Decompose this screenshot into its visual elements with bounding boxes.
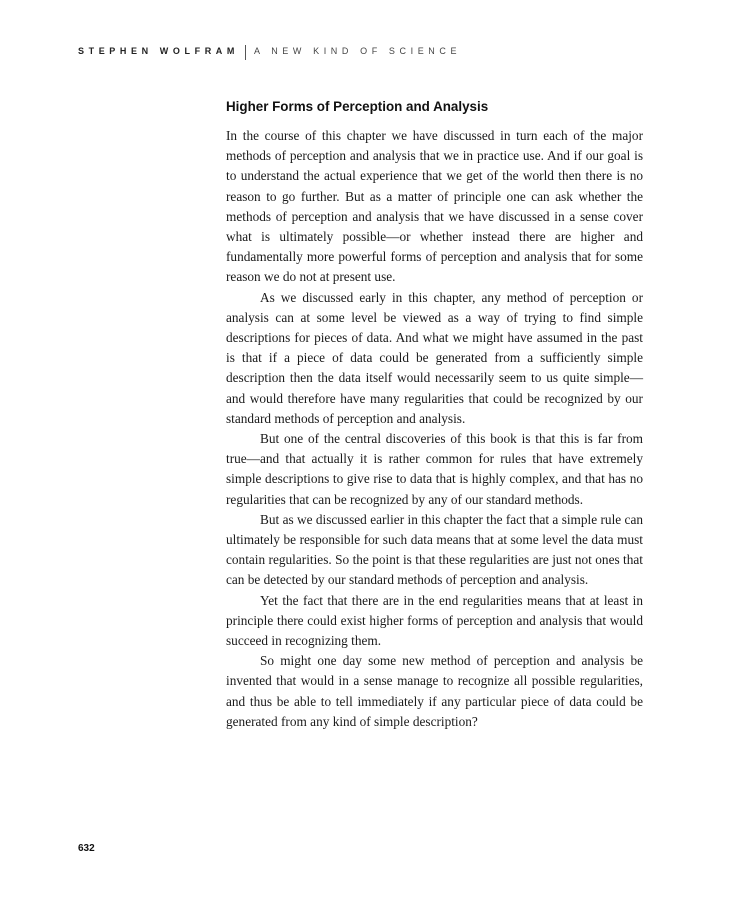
paragraph-3: But one of the central discoveries of this book is that this is far from true—and that actually it is rather common for rules that have extremely simple descriptions to give rise to data that is highly complex, and that has no regularities that can be recognized by any of our standard methods.	[226, 431, 643, 507]
running-head-author: STEPHEN WOLFRAM	[78, 45, 239, 56]
paragraph-6: So might one day some new method of perception and analysis be invented that would in a sense manage to recognize all possible regularities, and thus be able to tell immediately if any particular piece of data could be generated from any kind of simple description?	[226, 653, 643, 729]
running-head-divider	[245, 45, 246, 60]
page-content	[226, 97, 643, 732]
running-head	[78, 43, 461, 58]
paragraph-5: Yet the fact that there are in the end regularities means that at least in principle there could exist higher forms of perception and analysis that would succeed in recognizing them.	[226, 592, 643, 649]
page-number: 632	[78, 843, 95, 854]
paragraph-2: As we discussed early in this chapter, any method of perception or analysis can at some level be viewed as a way of trying to find simple descriptions for pieces of data. And what we might have assumed in the past is that if a piece of data could be generated from a sufficiently simple description then the data itself would necessarily seem to us quite simple—and would therefore have many regularities that could be recognized by our standard methods of perception and analysis.	[226, 289, 643, 426]
section-title: Higher Forms of Perception and Analysis	[226, 99, 489, 114]
running-head-book-title: A NEW KIND OF SCIENCE	[254, 45, 462, 56]
paragraph-4: But as we discussed earlier in this chapter the fact that a simple rule can ultimately be responsible for such data means that at some level the data must contain regularities. So the point is that these regularities are just not ones that can be detected by our standard methods of perception and analysis.	[226, 511, 643, 588]
paragraph-1: In the course of this chapter we have discussed in turn each of the major methods of perception and analysis that we in practice use. And if our goal is to understand the actual experience that we get of the world then there is no reason to go further. But as a matter of principle one can ask whether the methods of perception and analysis that we have discussed in a sense cover what is ultimately possible—or whether instead there are higher and fundamentally more powerful forms of perception and analysis that for some reason we do not at present use.	[226, 128, 643, 285]
